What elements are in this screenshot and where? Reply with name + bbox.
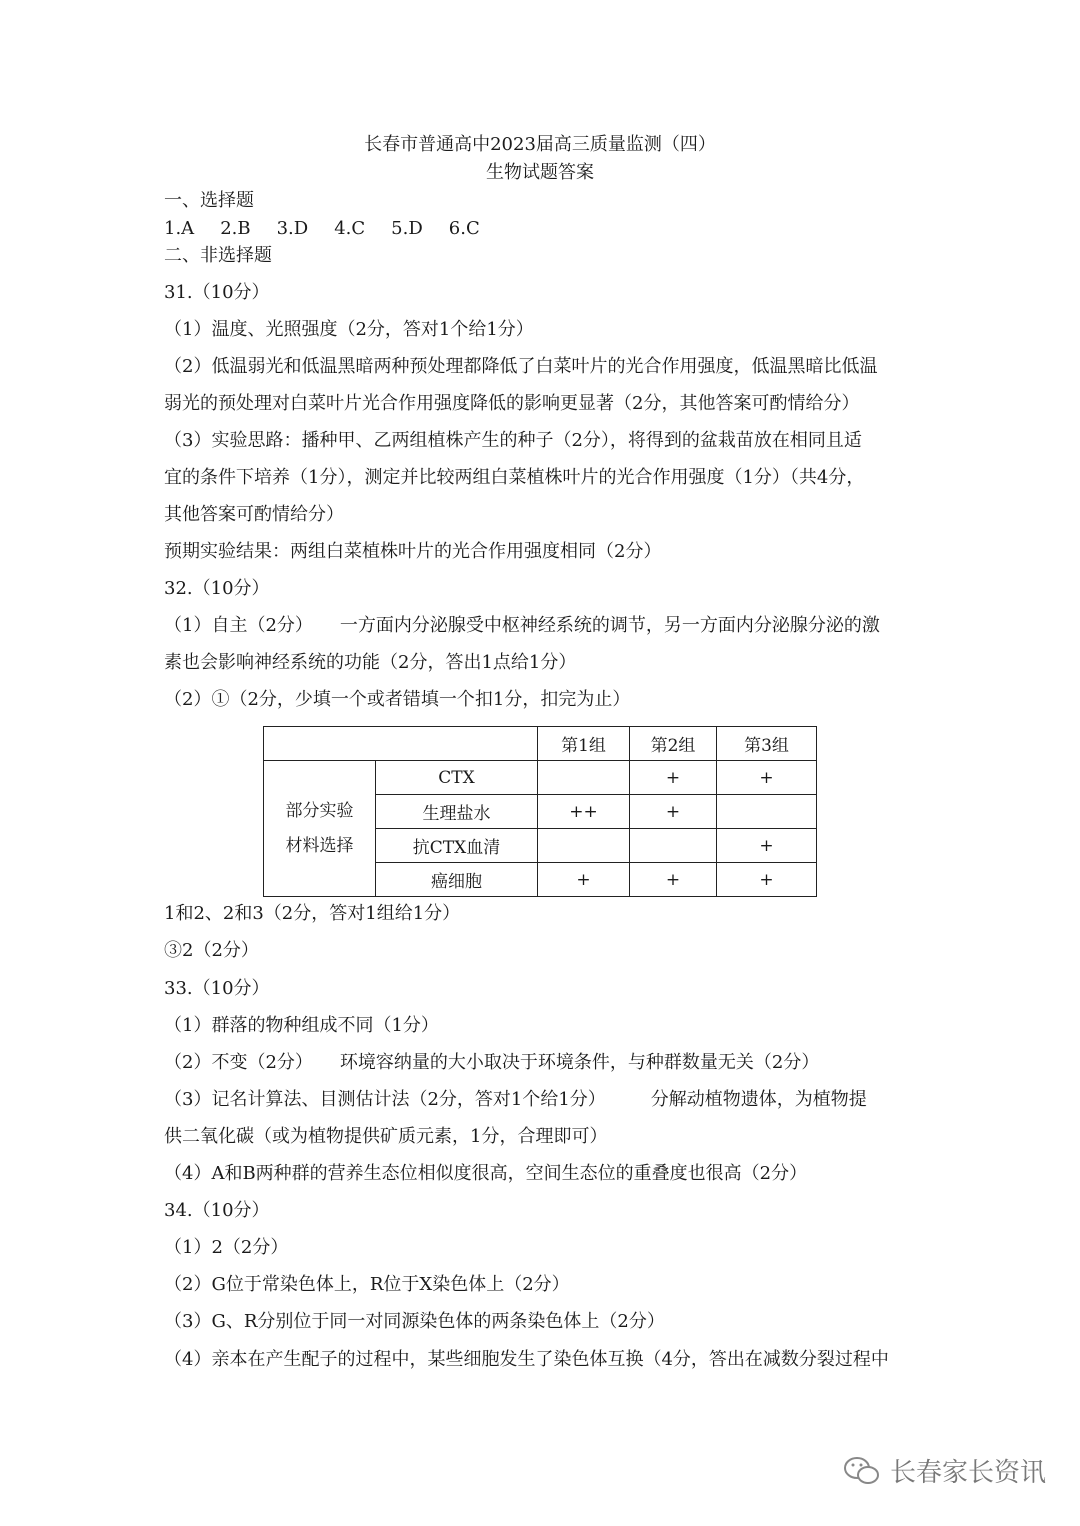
row-group-label-line: 材料选择 [285,835,354,856]
section-heading: 一、选择题 [164,190,254,211]
answer-line: （3）记名计算法、目测估计法（2分，答对1个给1分） 分解动植物遗体，为植物提 [164,1089,867,1110]
table-header: 第3组 [717,727,817,761]
answer-line: （1）群落的物种组成不同（1分） [164,1015,439,1036]
answer-line: （2）低温弱光和低温黑暗两种预处理都降低了白菜叶片的光合作用强度，低温黑暗比低温 [164,356,878,377]
answer-line: 弱光的预处理对白菜叶片光合作用强度降低的影响更显著（2分，其他答案可酌情给分） [164,393,860,414]
answer-line: （3）G、R分别位于同一对同源染色体的两条染色体上（2分） [164,1311,665,1332]
table-cell [717,795,817,829]
row-label: 生理盐水 [376,795,538,829]
table-cell: + [630,863,717,897]
table-cell [538,829,630,863]
answer-line: 其他答案可酌情给分） [164,504,344,525]
choice-answers [164,217,480,241]
answer-line: 33.（10分） [164,978,270,999]
answer-line: 32.（10分） [164,578,270,599]
watermark-text: 长春家长资讯 [889,1458,1046,1488]
doc-subtitle: 生物试题答案 [486,162,594,183]
answer-line: ③2（2分） [164,940,259,961]
answer-line: （4）A和B两种群的营养生态位相似度很高，空间生态位的重叠度也很高（2分） [164,1163,808,1184]
answer-line: 31.（10分） [164,282,270,303]
answer-line: （2）G位于常染色体上，R位于X染色体上（2分） [164,1274,570,1295]
answer-line: 宜的条件下培养（1分），测定并比较两组白菜植株叶片的光合作用强度（1分）（共4分， [164,467,865,488]
table-cell [630,829,717,863]
table-cell: + [717,761,817,795]
watermark [842,1452,1046,1489]
answer-line: 素也会影响神经系统的功能（2分，答出1点给1分） [164,652,577,673]
table-cell: + [717,829,817,863]
wechat-icon [842,1455,882,1487]
answer-line: （1）自主（2分） 一方面内分泌腺受中枢神经系统的调节，另一方面内分泌腺分泌的激 [164,615,880,636]
answer-line: 1和2、2和3（2分，答对1组给1分） [164,903,461,924]
answer-line: （1）2（2分） [164,1237,289,1258]
table-cell: + [630,795,717,829]
choice-answer: 2.B [220,218,251,239]
table-header: 第2组 [630,727,717,761]
answer-line: 供二氧化碳（或为植物提供矿质元素，1分，合理即可） [164,1126,608,1147]
choice-answer: 1.A [164,218,195,239]
answer-line: （4）亲本在产生配子的过程中，某些细胞发生了染色体互换（4分，答出在减数分裂过程中 [164,1349,889,1370]
row-label: CTX [376,761,538,795]
answer-line: （3）实验思路：播种甲、乙两组植株产生的种子（2分），将得到的盆栽苗放在相同且适 [164,430,862,451]
answer-line: 34.（10分） [164,1200,270,1221]
table-cell: ++ [538,795,630,829]
choice-answer: 4.C [334,218,366,239]
experiment-table [263,726,817,897]
table-cell [538,761,630,795]
answer-line: （2）①（2分，少填一个或者错填一个扣1分，扣完为止） [164,689,631,710]
doc-title: 长春市普通高中2023届高三质量监测（四） [364,134,716,155]
row-label: 癌细胞 [376,863,538,897]
table-header: 第1组 [538,727,630,761]
row-group-label [264,761,376,897]
answer-line: （1）温度、光照强度（2分，答对1个给1分） [164,319,534,340]
choice-answer: 3.D [276,218,309,239]
answer-line: （2）不变（2分） 环境容纳量的大小取决于环境条件，与种群数量无关（2分） [164,1052,820,1073]
table-cell: + [630,761,717,795]
table-cell: + [717,863,817,897]
section-heading: 二、非选择题 [164,245,272,266]
row-label: 抗CTX血清 [376,829,538,863]
row-group-label-line: 部分实验 [285,800,354,821]
choice-answer: 5.D [391,218,423,239]
choice-answer: 6.C [448,218,480,239]
answer-line: 预期实验结果：两组白菜植株叶片的光合作用强度相同（2分） [164,541,662,562]
table-cell: + [538,863,630,897]
